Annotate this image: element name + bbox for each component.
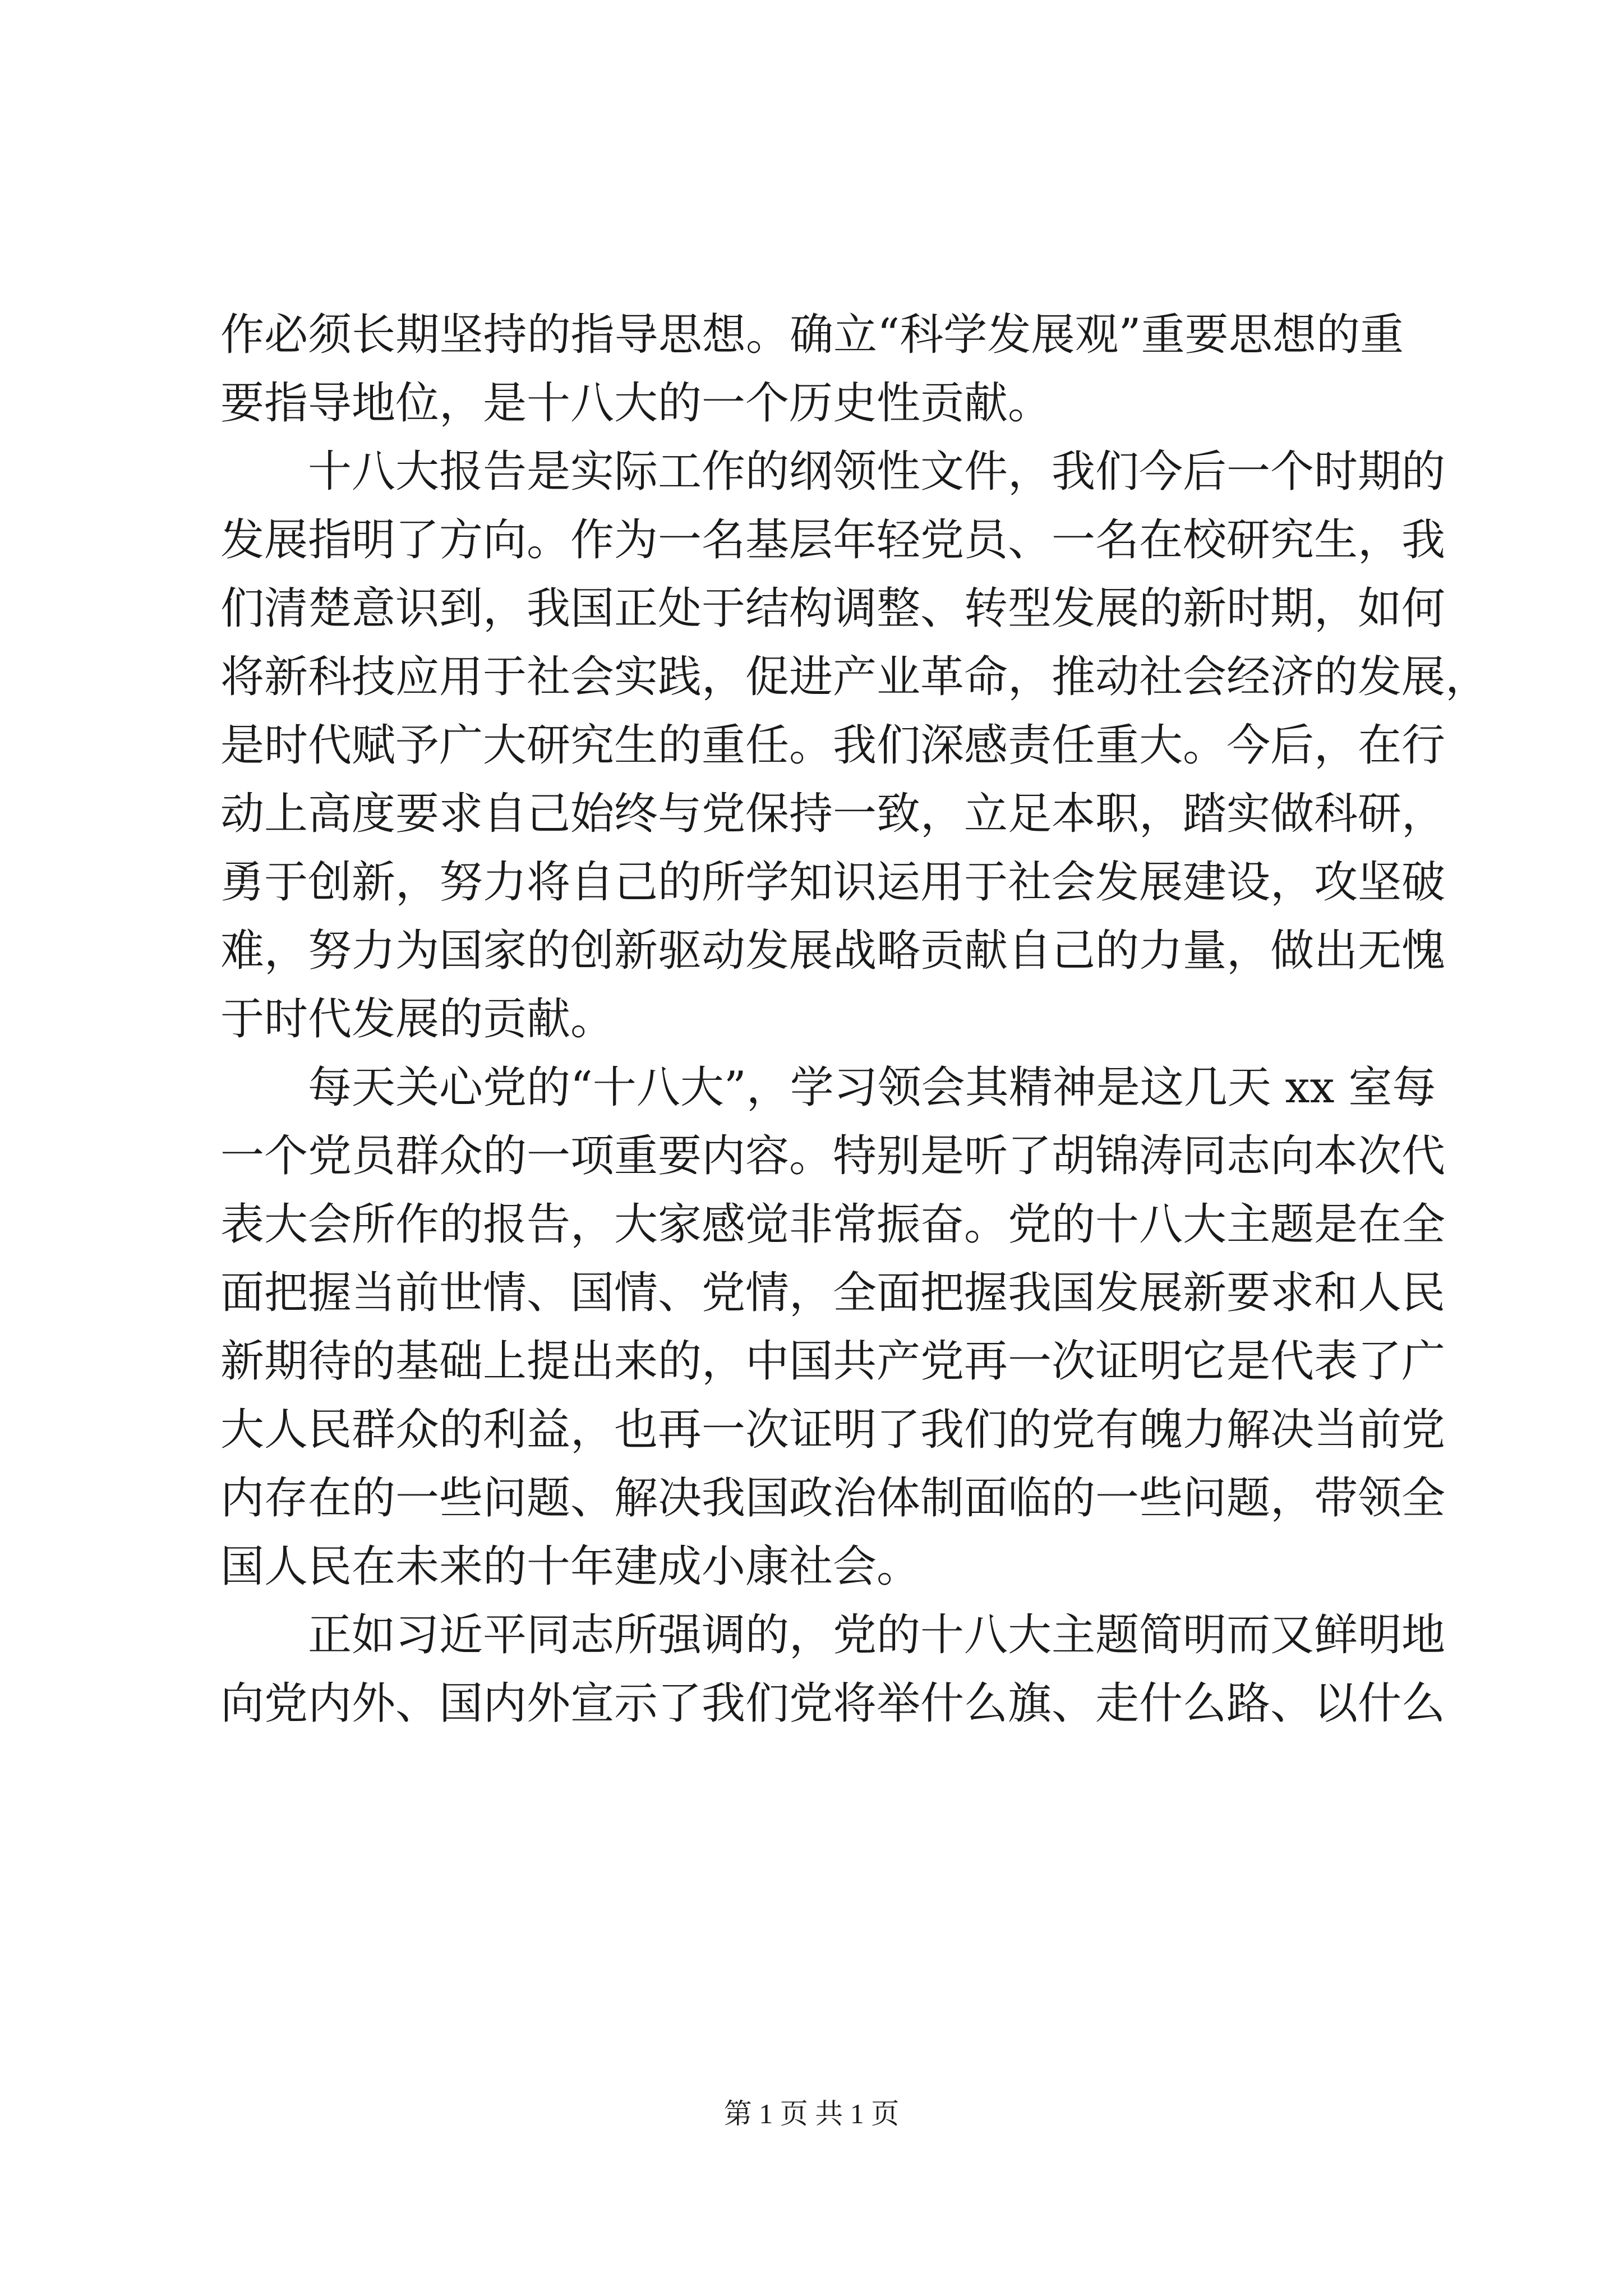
paragraph-2	[220, 438, 1490, 1053]
text-line: 是时代赋予广大研究生的重任。我们深感责任重大。今后，在行	[220, 720, 1446, 771]
text-line: 大人民群众的利益，也再一次证明了我们的党有魄力解决当前党	[220, 1405, 1446, 1455]
text-line: 面把握当前世情、国情、党情，全面把握我国发展新要求和人民	[220, 1268, 1446, 1318]
text-line: 正如习近平同志所强调的，党的十八大主题简明而又鲜明地	[220, 1610, 1446, 1660]
text-line: 难，努力为国家的创新驱动发展战略贡献自己的力量，做出无愧	[220, 926, 1446, 976]
text-line: 表大会所作的报告，大家感觉非常振奋。党的十八大主题是在全	[220, 1199, 1446, 1250]
text-line: 每天关心党的“十八大”，学习领会其精神是这几天 xx 室每	[220, 1062, 1436, 1113]
text-line: 们清楚意识到，我国正处于结构调整、转型发展的新时期，如何	[220, 583, 1446, 634]
text-line: 于时代发展的贡献。	[220, 994, 615, 1045]
text-line: 向党内外、国内外宣示了我们党将举什么旗、走什么路、以什么	[220, 1678, 1446, 1729]
text-line: 国人民在未来的十年建成小康社会。	[220, 1542, 921, 1592]
document-body	[220, 301, 1490, 1738]
text-line: 勇于创新，努力将自己的所学知识运用于社会发展建设，攻坚破	[220, 857, 1446, 908]
paragraph-3	[220, 1053, 1446, 1601]
text-line: 发展指明了方向。作为一名基层年轻党员、一名在校研究生，我	[220, 515, 1446, 565]
text-line: 一个党员群众的一项重要内容。特别是听了胡锦涛同志向本次代	[220, 1131, 1446, 1181]
text-line: 十八大报告是实际工作的纲领性文件，我们今后一个时期的	[220, 447, 1446, 497]
text-line: 要指导地位，是十八大的一个历史性贡献。	[220, 378, 1052, 429]
paragraph-4	[220, 1601, 1446, 1738]
text-line: 新期待的基础上提出来的，中国共产党再一次证明它是代表了广	[220, 1336, 1446, 1387]
paragraph-1	[220, 301, 1404, 438]
text-line: 作必须长期坚持的指导思想。确立“科学发展观”重要思想的重	[220, 310, 1404, 360]
text-line: 将新科技应用于社会实践，促进产业革命，推动社会经济的发展，	[220, 652, 1490, 702]
text-line: 内存在的一些问题、解决我国政治体制面临的一些问题，带领全	[220, 1473, 1446, 1524]
text-line: 动上高度要求自己始终与党保持一致，立足本职，踏实做科研，	[220, 789, 1446, 839]
page-footer: 第 1 页 共 1 页	[723, 2098, 900, 2129]
